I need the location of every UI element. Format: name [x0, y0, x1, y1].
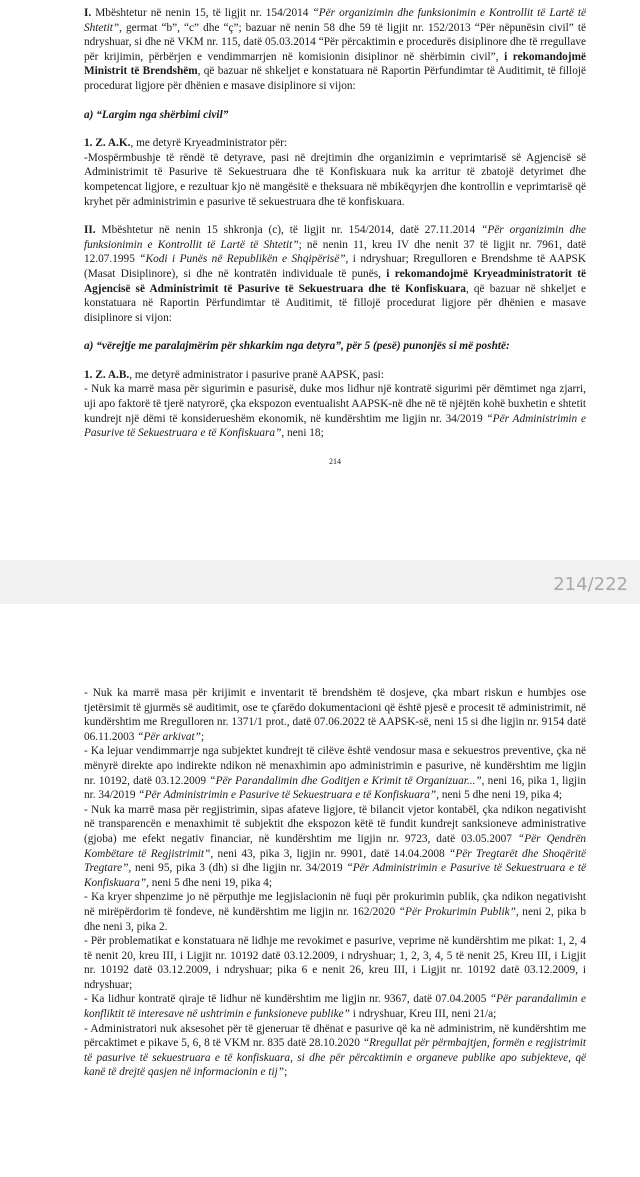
text-run: “Për Prokurimin Publik” [398, 905, 516, 918]
text-run: “Kodi i Punës në Republikën e Shqipërisë” [139, 253, 346, 266]
text-run: , neni 43, pika 3, ligjin nr. 9901, datë 14.04.2008 [210, 847, 450, 860]
text-run: -Mospërmbushje të rëndë të detyrave, pasi në drejtimin dhe organizimin e veprimtarisë së Agjencisë së Administrimit të Pasurive të Sekuestruara dhe të Konfiskuara nuk ka arritur të zbatojë detyrimet dhe kompetencat ligjore, e rezultuar kjo në mangësitë e theksuara në mbikëqyrjen dhe kontrollin e veprimtarisë që kryhet për administrimin e pasurive të sekuestruara dhe të konfiskuara. [84, 151, 586, 208]
page-counter: 214/222 [553, 574, 628, 595]
text-run: “Për organizimin dhe funksionimin e Kontrollit të Lartë të Shtetit” [84, 224, 586, 251]
text-run: “Për organizimin dhe funksionimin e Kontrollit të Lartë të Shtetit” [84, 7, 586, 34]
text-run: , neni 2, pika b dhe neni 3, pika 2. [84, 905, 586, 933]
text-run: - Nuk ka marrë masa për regjistrimin, sipas afateve ligjore, të bilancit vjetor kontabël, çka ndikon negativisht në transparencën e menaxhimit të subjektit dhe ekspozon këtë të fundit kundrejt sanksioneve administrative (gjoba) me efekt negativ financiar, në kundërshtim me ligjin nr. 9723, datë 03.05.2007 [84, 803, 586, 845]
text-run: II. [84, 224, 96, 237]
text-run: Mbështetur në nenin 15 shkronja (c), të ligjit nr. 154/2014, datë 27.11.2014 [95, 224, 482, 237]
text-run: Mbështetur në nenin 15, të ligjit nr. 154/2014 [91, 7, 313, 19]
text-run: i rekomandojmë Kryeadministratorit të Agjencisë së Administrimit të Pasurive të Sekuestruara dhe të Konfiskuara [84, 267, 586, 295]
text-run: 1. Z. A.K. [84, 137, 131, 150]
violation-item [84, 744, 586, 802]
paragraph-II [84, 223, 586, 325]
violation-item [84, 686, 586, 744]
text-run: , neni 5 dhe neni 19, pika 4; [436, 789, 562, 802]
text-run: “Për Parandalimin dhe Goditjen e Krimit të Organizuar...” [209, 774, 482, 787]
text-run: , germat “b”, “c” dhe “ç”; bazuar në nenin 58 dhe 59 të ligjit nr. 152/2013 “Për nëpunësin civil” të ndryshuar, si dhe në VKM nr. 115, datë 05.03.2014 “Për përcaktimin e procedurës disiplinore dhe të rregullave për krijimin, përbërjen e vendimmarrjen në komisionin disiplinor në shërbimin civil”, [84, 21, 586, 63]
heading-largim: a) “Largim nga shërbimi civil” [84, 108, 229, 121]
text-run: “Për Administrimin e Pasurive të Sekuestruara e të Konfiskuara” [84, 412, 586, 440]
violation-item [84, 992, 586, 1021]
text-run: i rekomandojmë Ministrit të Brendshëm [84, 50, 586, 78]
heading-verejtje [84, 339, 586, 354]
violation-list [84, 686, 586, 1080]
text-run: , neni 5 dhe neni 19, pika 4; [146, 876, 272, 889]
paragraph-ab-item1 [84, 382, 586, 440]
text-run: - Nuk ka marrë masa për krijimit e inventarit të brendshëm të dosjeve, çka mbart riskun e humbjes ose tjetërsimit të gjurmës së auditimit, ose te çfarëdo dokumentacioni që është pjesë e procesit të administrimit, në kundërshtim me Rregulloren nr. 1371/1 prot., datë 07.06.2022 të AAPSK-së, neni 15 si dhe ligjin nr. 9154 datë 06.11.2003 [84, 687, 586, 743]
text-run: “Për Administrimin e Pasurive të Sekuestruara e të Konfiskuara” [138, 789, 437, 802]
page-number: 214 [329, 456, 341, 466]
text-run: , që bazuar në shkeljet e konstatuara në Raportin Përfundimtar të Auditimit, të fillojë procedurat ligjore për dhënien e masave disiplinore si vijon: [84, 282, 587, 324]
text-run: , neni 18; [281, 427, 324, 440]
paragraph-I [84, 6, 586, 94]
violation-item [84, 934, 586, 992]
text-run: , me detyrë administrator i pasurive pranë AAPSK, pasi: [129, 368, 384, 381]
text-run: “Për Qendrën Kombëtare të Regjistrimit” [84, 832, 587, 860]
violation-item [84, 803, 586, 891]
paragraph-ab-title [84, 368, 586, 383]
text-run: ; në nenin 11, kreu IV dhe nenit 37 të ligjit nr. 7961, datë 12.07.1995 [84, 238, 586, 266]
text-run: 1. Z. A.B. [84, 368, 130, 381]
page-gap [0, 560, 640, 608]
text-run: - Për problematikat e konstatuara në lidhje me revokimet e pasurive, veprime në kundërshtim me pikat: 1, 2, 4 të nenit 20, kreu III, i Ligjit nr. 10192 datë 03.12.2009, i ndryshuar; 1, 2, 3, 4, 5 të nenit 25, Kreu III, i Ligjit nr. 10192 datë 03.12.2009, i ndryshuar; pika 6 e nenit 26, kreu III, i Ligjit nr. 10192 datë 03.12.2009, i ndryshuar; [84, 935, 586, 991]
text-run: ; [284, 1066, 288, 1079]
text-run: - Administratori nuk aksesohet për të gjeneruar të dhënat e pasurive që ka në administrim, në kundërshtim me përcaktimet e pikave 5, 6, 8 të VKM nr. 835 datë 28.10.2020 [84, 1022, 586, 1050]
violation-item [84, 890, 586, 934]
violation-item [84, 1022, 586, 1080]
text-run: ; [200, 730, 205, 743]
text-run: “Për arkivat” [137, 730, 201, 743]
page-215-content [84, 686, 586, 1080]
text-run: - Nuk ka marrë masa për sigurimin e pasurisë, duke mos lidhur një kontratë sigurimi për dëmtimet nga zjarri, uji apo faktorë të tjerë natyrorë, çka ekspozon eventualisht AAPSK-në dhe në të njëjtën kohë buxhetin e shtetit kundrejt një dëmi të konsiderueshëm ekonomik, në kundërshtim me ligjin nr. 34/2019 [84, 383, 586, 425]
heading-verejtje-text: a) “vërejtje me paralajmërim për shkarkim nga detyra”, për 5 (pesë) punonjës si më poshtë: [84, 340, 510, 353]
text-run: “Rregullat për përmbajtjen, formën e regjistrimit të pasurive të sekuestruara e të konfiskuara, si dhe për përcaktimin e organeve publike apo subjekteve, që kanë të drejtë qasjen në informacionin e tij” [84, 1037, 586, 1079]
text-run: - Ka kryer shpenzime jo në përputhje me legjislacionin në fuqi për prokurimin publik, çka ndikon negativisht në mirëpërdorim të fondeve, në kundërshtim me ligjin nr. 162/2020 [84, 891, 586, 918]
text-run: - Ka lejuar vendimmarrje nga subjektet kundrejt të cilëve është vendosur masa e sekuestros preventive, çka në mënyrë direkte apo indirekte ndikon në menaxhimin apo administrimin e pasurive, në kundërshtim me ligjin nr. 10192, datë 03.12.2009 [84, 745, 586, 787]
text-run: , me detyrë Kryeadministrator për: [130, 137, 287, 150]
text-run: i ndryshuar, Kreu III, neni 21/a; [349, 1008, 497, 1021]
text-run: - Ka lidhur kontratë qiraje të lidhur në kundërshtim me ligjin nr. 9367, datë 07.04.2005 [84, 993, 490, 1006]
page-214-content [84, 6, 586, 469]
text-run: , neni 95, pika 3 (dh) si dhe ligjin nr. 34/2019 [128, 862, 347, 875]
text-run: , i ndryshuar; Rregulloren e Brendshme të AAPSK (Masat Disiplinore), si dhe në kontratën individuale të punës, [84, 253, 586, 280]
document-page-215 [0, 604, 640, 1177]
text-run: I. [84, 7, 92, 19]
text-run: , neni 16, pika 1, ligjin nr. 34/2019 [84, 774, 586, 802]
paragraph-ak-title [84, 136, 586, 151]
text-run: “Për Tregtarët dhe Shoqëritë Tregtare” [84, 847, 587, 875]
text-run: “Për parandalimin e konfliktit të interesave në ushtrimin e funksioneve publike” [84, 993, 586, 1021]
text-run: , që bazuar në shkeljet e konstatuara në Raportin Përfundimtar të Auditimit, të fillojë procedurat ligjore për dhënien e masave disiplinore si vijon: [84, 65, 587, 92]
paragraph-ak-body [84, 151, 586, 209]
text-run: “Për Administrimin e Pasurive të Sekuestruara e të Konfiskuara” [84, 862, 586, 889]
